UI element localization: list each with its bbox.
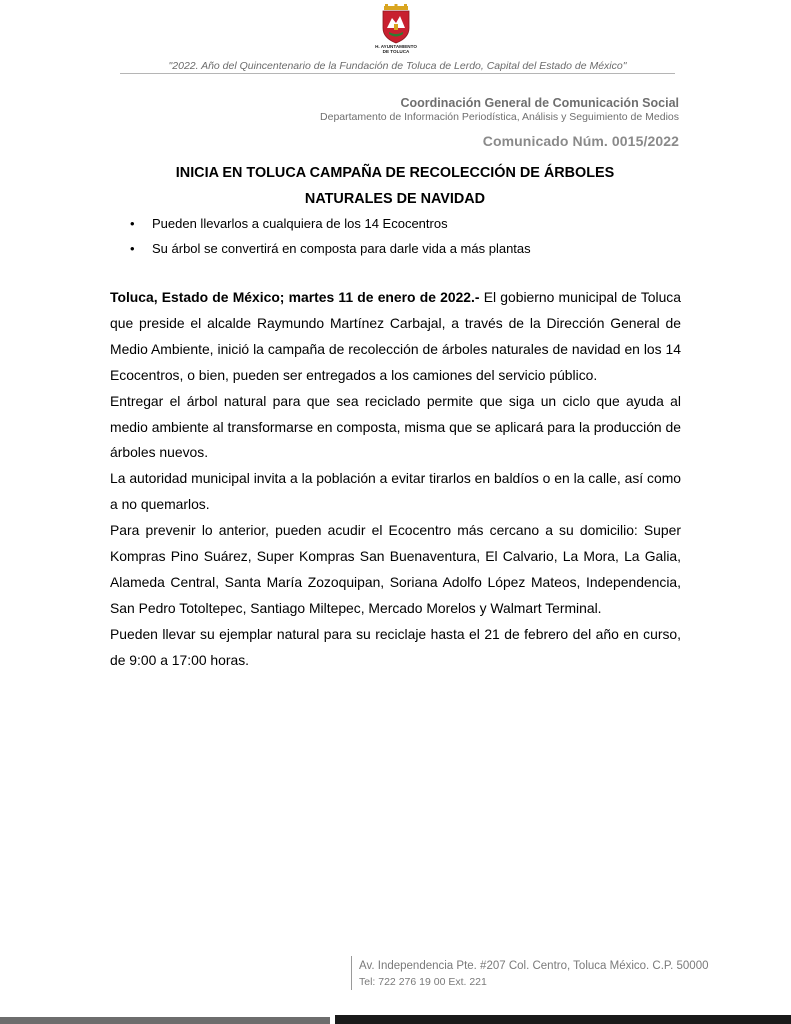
paragraph-5: Pueden llevar su ejemplar natural para su reciclaje hasta el 21 de febrero del año en curso, de 9:00 a 17:00 horas.: [110, 625, 681, 668]
bullet-icon: •: [130, 241, 135, 256]
footer-telephone: Tel: 722 276 19 00 Ext. 221: [359, 976, 487, 988]
dateline: Toluca, Estado de México; martes 11 de enero de 2022.-: [110, 289, 480, 305]
headline-line2: NATURALES DE NAVIDAD: [304, 191, 486, 207]
crest-caption-line1: H. AYUNTAMIENTO: [375, 44, 417, 49]
list-item: • Su árbol se convertirá en composta para darle vida a más plantas: [130, 236, 690, 261]
footer-bar-left: [0, 1017, 330, 1024]
headline: [110, 160, 680, 212]
article-body: [110, 285, 681, 674]
paragraph-1: Toluca, Estado de México; martes 11 de enero de 2022.- El gobierno municipal de Toluca que preside el alcalde Raymundo Martínez Carbajal, a través de la Dirección General de Medio Ambiente, inició la campaña de recolección de árboles naturales de navidad en los 14 Ecocentros, o bien, pueden ser entregados a los camiones del servicio público.: [110, 289, 681, 383]
department-block: [320, 96, 679, 124]
footer-address: Av. Independencia Pte. #207 Col. Centro, Toluca México. C.P. 50000: [359, 960, 709, 972]
paragraph-2: Entregar el árbol natural para que sea reciclado permite que siga un ciclo que ayuda al medio ambiente al transformarse en composta, misma que se aplicará para la producción de árboles nuevos.: [110, 392, 681, 461]
crest-icon: [379, 4, 413, 44]
footer-divider: [351, 956, 352, 990]
paragraph-4: Para prevenir lo anterior, pueden acudir el Ecocentro más cercano a su domicilio: Super Kompras Pino Suárez, Super Kompras San Buenaventura, El Calvario, La Mora, La Galia, Alameda Central, Santa María Zozoquipan, Soriana Adolfo López Mateos, Independencia, San Pedro Totoltepec, Santiago Miltepec, Mercado Morelos y Walmart Terminal.: [110, 522, 681, 616]
year-motto: "2022. Año del Quincentenario de la Fundación de Toluca de Lerdo, Capital del Estado de México": [168, 60, 627, 72]
department-title: Coordinación General de Comunicación Social: [400, 96, 679, 110]
department-subtitle: Departamento de Información Periodística, Análisis y Seguimiento de Medios: [320, 111, 679, 123]
communique-number: Comunicado Núm. 0015/2022: [482, 133, 679, 149]
bullet-icon: •: [130, 216, 135, 231]
crest-caption-line2: DE TOLUCA: [382, 49, 410, 54]
headline-line1: INICIA EN TOLUCA CAMPAÑA DE RECOLECCIÓN DE ÁRBOLES: [175, 165, 615, 181]
footer-bar-right: [335, 1015, 791, 1024]
municipal-crest: [360, 4, 432, 54]
summary-bullets: [130, 211, 690, 261]
header-divider: [120, 73, 675, 74]
list-item: • Pueden llevarlos a cualquiera de los 14 Ecocentros: [130, 211, 690, 236]
paragraph-3: La autoridad municipal invita a la población a evitar tirarlos en baldíos o en la calle, así como a no quemarlos.: [110, 470, 681, 513]
